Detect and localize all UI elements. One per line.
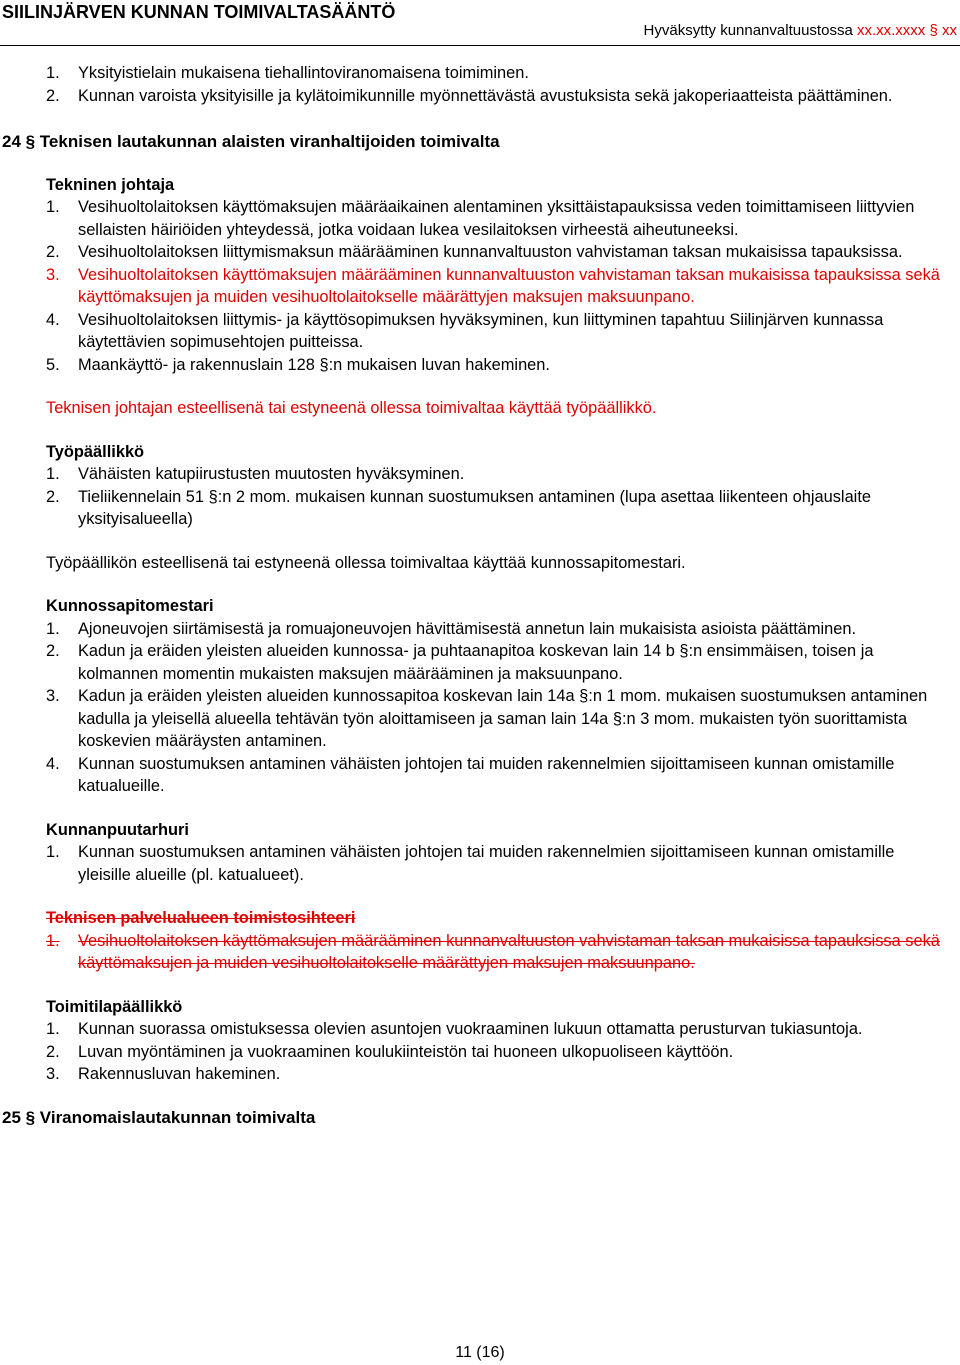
- item-number: 4.: [46, 754, 60, 773]
- toimitilapaallikko-list: [0, 1018, 960, 1086]
- item-text: Vesihuoltolaitoksen käyttömaksujen määräaikainen alentaminen yksittäistapauksissa veden toimittamiseen liittyvien sellaisten häiriöiden yhteydessä, jotka voidaan lukea vesilaitoksen virheestä aiheutuneeksi.: [78, 198, 915, 239]
- approval-text: Hyväksytty kunnanvaltuustossa: [643, 22, 853, 39]
- list-item: [46, 618, 960, 641]
- item-text: Kadun ja eräiden yleisten alueiden kunnossa- ja puhtaanapitoa koskevan lain 14 b §:n ensimmäisen, toisen ja kolmannen momentin mukaisten maksujen määrääminen ja maksuunpano.: [78, 642, 874, 683]
- item-number: 2.: [46, 642, 60, 660]
- item-number: 1.: [46, 931, 60, 950]
- item-text: Kunnan varoista yksityisille ja kylätoimikunnille myönnettävästä avustuksista sekä jakoperiaatteista päättäminen.: [78, 86, 893, 105]
- list-item: [46, 753, 960, 798]
- list-item: [46, 309, 960, 354]
- item-number: 2.: [46, 487, 60, 506]
- list-item: [46, 841, 960, 886]
- page-number: 11 (16): [455, 1344, 505, 1361]
- heading-toimistosihteeri: Teknisen palvelualueen toimistosihteeri: [46, 909, 356, 927]
- item-text: Kunnan suostumuksen antaminen vähäisten johtojen tai muiden rakennelmien sijoittamiseen kunnan omistamille katualueille.: [78, 754, 895, 795]
- approval-info: [644, 22, 957, 39]
- item-number: 3.: [46, 687, 60, 705]
- approval-date: xx.xx.xxxx: [856, 22, 926, 39]
- item-text: Tieliikennelain 51 §:n 2 mom. mukaisen kunnan suostumuksen antaminen (lupa asettaa liikenteen ohjauslaite yksityisalueella): [78, 487, 871, 528]
- heading-toimitilapaallikko: Toimitilapäällikkö: [46, 997, 183, 1016]
- item-text: Vähäisten katupiirustusten muutosten hyväksyminen.: [78, 465, 465, 483]
- header-divider: [0, 45, 960, 46]
- item-number: 1.: [46, 843, 60, 861]
- list-item: [46, 354, 960, 377]
- kunnossapitomestari-list: [0, 618, 960, 798]
- list-item: [46, 486, 960, 531]
- heading-tyopaallikko: Työpäällikkö: [46, 442, 145, 461]
- section-24-title: 24 § Teknisen lautakunnan alaisten viranhaltijoiden toimivalta: [2, 132, 500, 151]
- substitute-note-tekninen-johtaja: Teknisen johtajan esteellisenä tai estyneenä ollessa toimivaltaa käyttää työpäällikkö.: [46, 399, 657, 417]
- list-item: [46, 463, 960, 486]
- toimistosihteeri-list: [0, 930, 960, 975]
- list-item: [46, 1063, 960, 1086]
- top-list: [0, 62, 960, 107]
- item-number: 1.: [46, 465, 60, 483]
- item-number: 1.: [46, 1020, 60, 1038]
- item-text: Kadun ja eräiden yleisten alueiden kunnossapitoa koskevan lain 14a §:n 1 mom. mukaisen suostumuksen antaminen kadulla ja yleisellä alueella tehtävän työn aloittamiseen ja saman lain 14a §:n 3 mom. mukaisten työn suorittamista koskevien määräysten antaminen.: [78, 687, 928, 750]
- item-text: Kunnan suostumuksen antaminen vähäisten johtojen tai muiden rakennelmien sijoittamiseen kunnan omistamille yleisille alueille (pl. katualueet).: [78, 843, 895, 884]
- list-item: [46, 62, 960, 85]
- list-item: [46, 241, 960, 264]
- list-item: [46, 85, 960, 108]
- heading-kunnossapitomestari: Kunnossapitomestari: [46, 597, 214, 615]
- heading-tekninen-johtaja: Tekninen johtaja: [46, 175, 175, 194]
- tyopaallikko-list: [0, 463, 960, 531]
- item-number: 5.: [46, 355, 60, 374]
- item-text: Luvan myöntäminen ja vuokraaminen koulukiinteistön tai huoneen ulkopuoliseen käyttöön.: [78, 1042, 734, 1061]
- list-item: [46, 640, 960, 685]
- section-25-title: 25 § Viranomaislautakunnan toimivalta: [2, 1107, 316, 1127]
- item-number: 2.: [46, 1042, 60, 1061]
- list-item: [46, 196, 960, 241]
- item-text: Yksityistielain mukaisena tiehallintoviranomaisena toimiminen.: [78, 64, 529, 82]
- item-number: 3.: [46, 265, 60, 284]
- document-body: [0, 62, 960, 1129]
- list-item: [46, 1018, 960, 1041]
- list-item: [46, 1041, 960, 1064]
- heading-kunnanpuutarhuri: Kunnanpuutarhuri: [46, 820, 189, 839]
- item-number: 2.: [46, 243, 60, 261]
- item-number: 4.: [46, 310, 60, 329]
- item-text: Kunnan suorassa omistuksessa olevien asuntojen vuokraaminen lukuun ottamatta perusturvan tukiasuntoja.: [78, 1020, 863, 1038]
- list-item: [46, 685, 960, 753]
- approval-section: § xx: [929, 22, 957, 39]
- item-number: 1.: [46, 64, 60, 82]
- list-item: [46, 264, 960, 309]
- item-text: Maankäyttö- ja rakennuslain 128 §:n mukaisen luvan hakeminen.: [78, 355, 550, 374]
- document-title: SIILINJÄRVEN KUNNAN TOIMIVALTASÄÄNTÖ: [2, 2, 396, 22]
- item-text: Ajoneuvojen siirtämisestä ja romuajoneuvojen hävittämisestä annetun lain mukaisista asioista päättäminen.: [78, 619, 857, 638]
- tekninen-johtaja-list: [0, 196, 960, 376]
- page-header: [0, 0, 960, 46]
- item-number: 3.: [46, 1065, 60, 1083]
- list-item: [46, 930, 960, 975]
- kunnanpuutarhuri-list: [0, 841, 960, 886]
- item-text: Vesihuoltolaitoksen liittymismaksun määrääminen kunnanvaltuuston vahvistaman taksan mukaisissa tapauksissa.: [78, 243, 903, 261]
- item-number: 1.: [46, 619, 60, 638]
- item-text: Vesihuoltolaitoksen käyttömaksujen määrääminen kunnanvaltuuston vahvistaman taksan mukaisissa tapauksissa sekä käyttömaksujen ja muiden vesihuoltolaitokselle määrättyjen maksujen maksuunpano.: [78, 931, 940, 972]
- substitute-note-tyopaallikko: Työpäällikön esteellisenä tai estyneenä ollessa toimivaltaa käyttää kunnossapitomestari.: [46, 553, 686, 572]
- item-number: 2.: [46, 86, 60, 105]
- item-number: 1.: [46, 198, 60, 216]
- item-text: Vesihuoltolaitoksen liittymis- ja käyttösopimuksen hyväksyminen, kun liittyminen tapahtuu Siilinjärven kunnassa käytettävien sopimusehtojen puitteissa.: [78, 310, 884, 351]
- item-text: Vesihuoltolaitoksen käyttömaksujen määrääminen kunnanvaltuuston vahvistaman taksan mukaisissa tapauksissa sekä käyttömaksujen ja muiden vesihuoltolaitokselle määrättyjen maksujen maksuunpano.: [78, 265, 940, 306]
- item-text: Rakennusluvan hakeminen.: [78, 1065, 281, 1083]
